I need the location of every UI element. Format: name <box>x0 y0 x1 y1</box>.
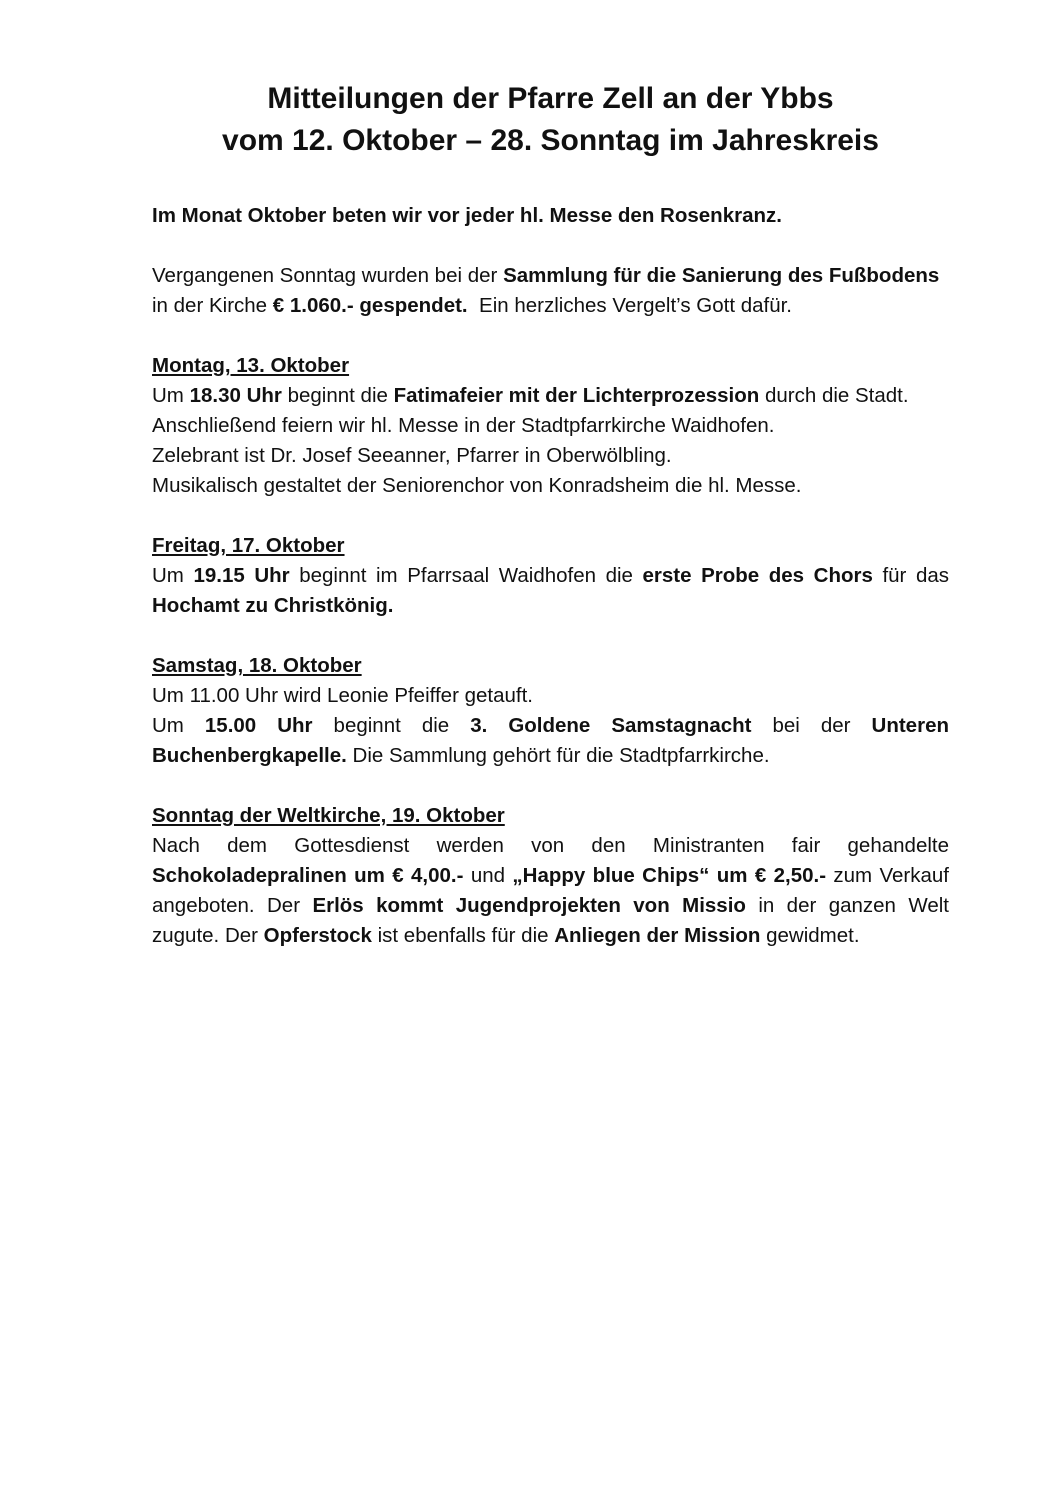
monday-text-2: beginnt die <box>281 384 394 407</box>
sunday-paragraph <box>152 831 949 951</box>
monday-line-3: Zelebrant ist Dr. Josef Seeanner, Pfarrer in Oberwölbling. <box>152 444 672 467</box>
section-heading-monday: Montag, 13. Oktober <box>152 354 350 377</box>
saturday-location: Unteren Buchenbergkapelle. <box>152 714 949 767</box>
friday-event: erste Probe des Chors <box>642 564 873 587</box>
section-monday <box>152 351 949 501</box>
sunday-offertory: Opferstock <box>263 924 372 947</box>
section-sunday <box>152 801 949 951</box>
sunday-mission: Anliegen der Mission <box>554 924 761 947</box>
sunday-text-3: zum Verkauf angeboten. Der <box>152 864 949 917</box>
collection-text-3: Ein herzliches Vergelt’s Gott dafür. <box>467 294 793 317</box>
section-friday <box>152 531 949 621</box>
title-line-1: Mitteilungen der Pfarre Zell an der Ybbs <box>267 82 834 115</box>
document-title <box>152 78 949 162</box>
monday-text-1: Um <box>152 384 190 407</box>
friday-time: 19.15 Uhr <box>193 564 290 587</box>
saturday-text-1: Um <box>152 714 205 737</box>
saturday-text-3: bei der <box>751 714 872 737</box>
monday-line-4: Musikalisch gestaltet der Seniorenchor von Konradsheim die hl. Messe. <box>152 474 802 497</box>
sunday-text-1: Nach dem Gottesdienst werden von den Ministranten fair gehandelte <box>152 834 949 857</box>
friday-occasion: Hochamt zu Christkönig. <box>152 594 394 617</box>
monday-line-2: Anschließend feiern wir hl. Messe in der Stadtpfarrkirche Waidhofen. <box>152 414 775 437</box>
saturday-time: 15.00 Uhr <box>204 714 313 737</box>
sunday-pralines-price: Schokoladepralinen um € 4,00.- <box>152 864 464 887</box>
saturday-text-2: beginnt die <box>312 714 471 737</box>
collection-text-1: Vergangenen Sonntag wurden bei der <box>152 264 504 287</box>
document-page <box>152 78 949 951</box>
intro-rosary-note: Im Monat Oktober beten wir vor jeder hl. Messe den Rosenkranz. <box>152 204 782 227</box>
saturday-text-4: Die Sammlung gehört für die Stadtpfarrkirche. <box>346 744 770 767</box>
sunday-text-4: in der ganzen Welt zugute. Der <box>152 894 949 947</box>
sunday-text-2: und <box>463 864 513 887</box>
friday-paragraph <box>152 561 949 621</box>
saturday-line-1: Um 11.00 Uhr wird Leonie Pfeiffer getauft. <box>152 684 533 707</box>
monday-line-1 <box>152 381 949 411</box>
section-heading-friday: Freitag, 17. Oktober <box>152 534 345 557</box>
section-heading-saturday: Samstag, 18. Oktober <box>152 654 362 677</box>
sunday-proceeds: Erlös kommt Jugendprojekten von Missio <box>312 894 746 917</box>
section-heading-sunday: Sonntag der Weltkirche, 19. Oktober <box>152 804 505 827</box>
collection-paragraph <box>152 261 949 321</box>
monday-text-3: durch die Stadt. <box>759 384 909 407</box>
section-saturday <box>152 651 949 771</box>
collection-bold-1: Sammlung für die Sanierung des Fußbodens <box>503 264 940 287</box>
sunday-text-5: ist ebenfalls für die <box>371 924 555 947</box>
friday-text-2: beginnt im Pfarrsaal Waidhofen die <box>289 564 643 587</box>
friday-text-1: Um <box>152 564 194 587</box>
title-line-2: vom 12. Oktober – 28. Sonntag im Jahreskreis <box>222 124 879 157</box>
monday-event: Fatimafeier mit der Lichterprozession <box>393 384 760 407</box>
saturday-paragraph <box>152 711 949 771</box>
monday-time: 18.30 Uhr <box>189 384 282 407</box>
friday-text-3: für das <box>872 564 949 587</box>
collection-amount: € 1.060.- gespendet. <box>272 294 468 317</box>
saturday-event: 3. Goldene Samstagnacht <box>470 714 752 737</box>
sunday-chips-price: „Happy blue Chips“ um € 2,50.- <box>512 864 827 887</box>
collection-text-2: in der Kirche <box>152 294 273 317</box>
sunday-text-6: gewidmet. <box>760 924 860 947</box>
